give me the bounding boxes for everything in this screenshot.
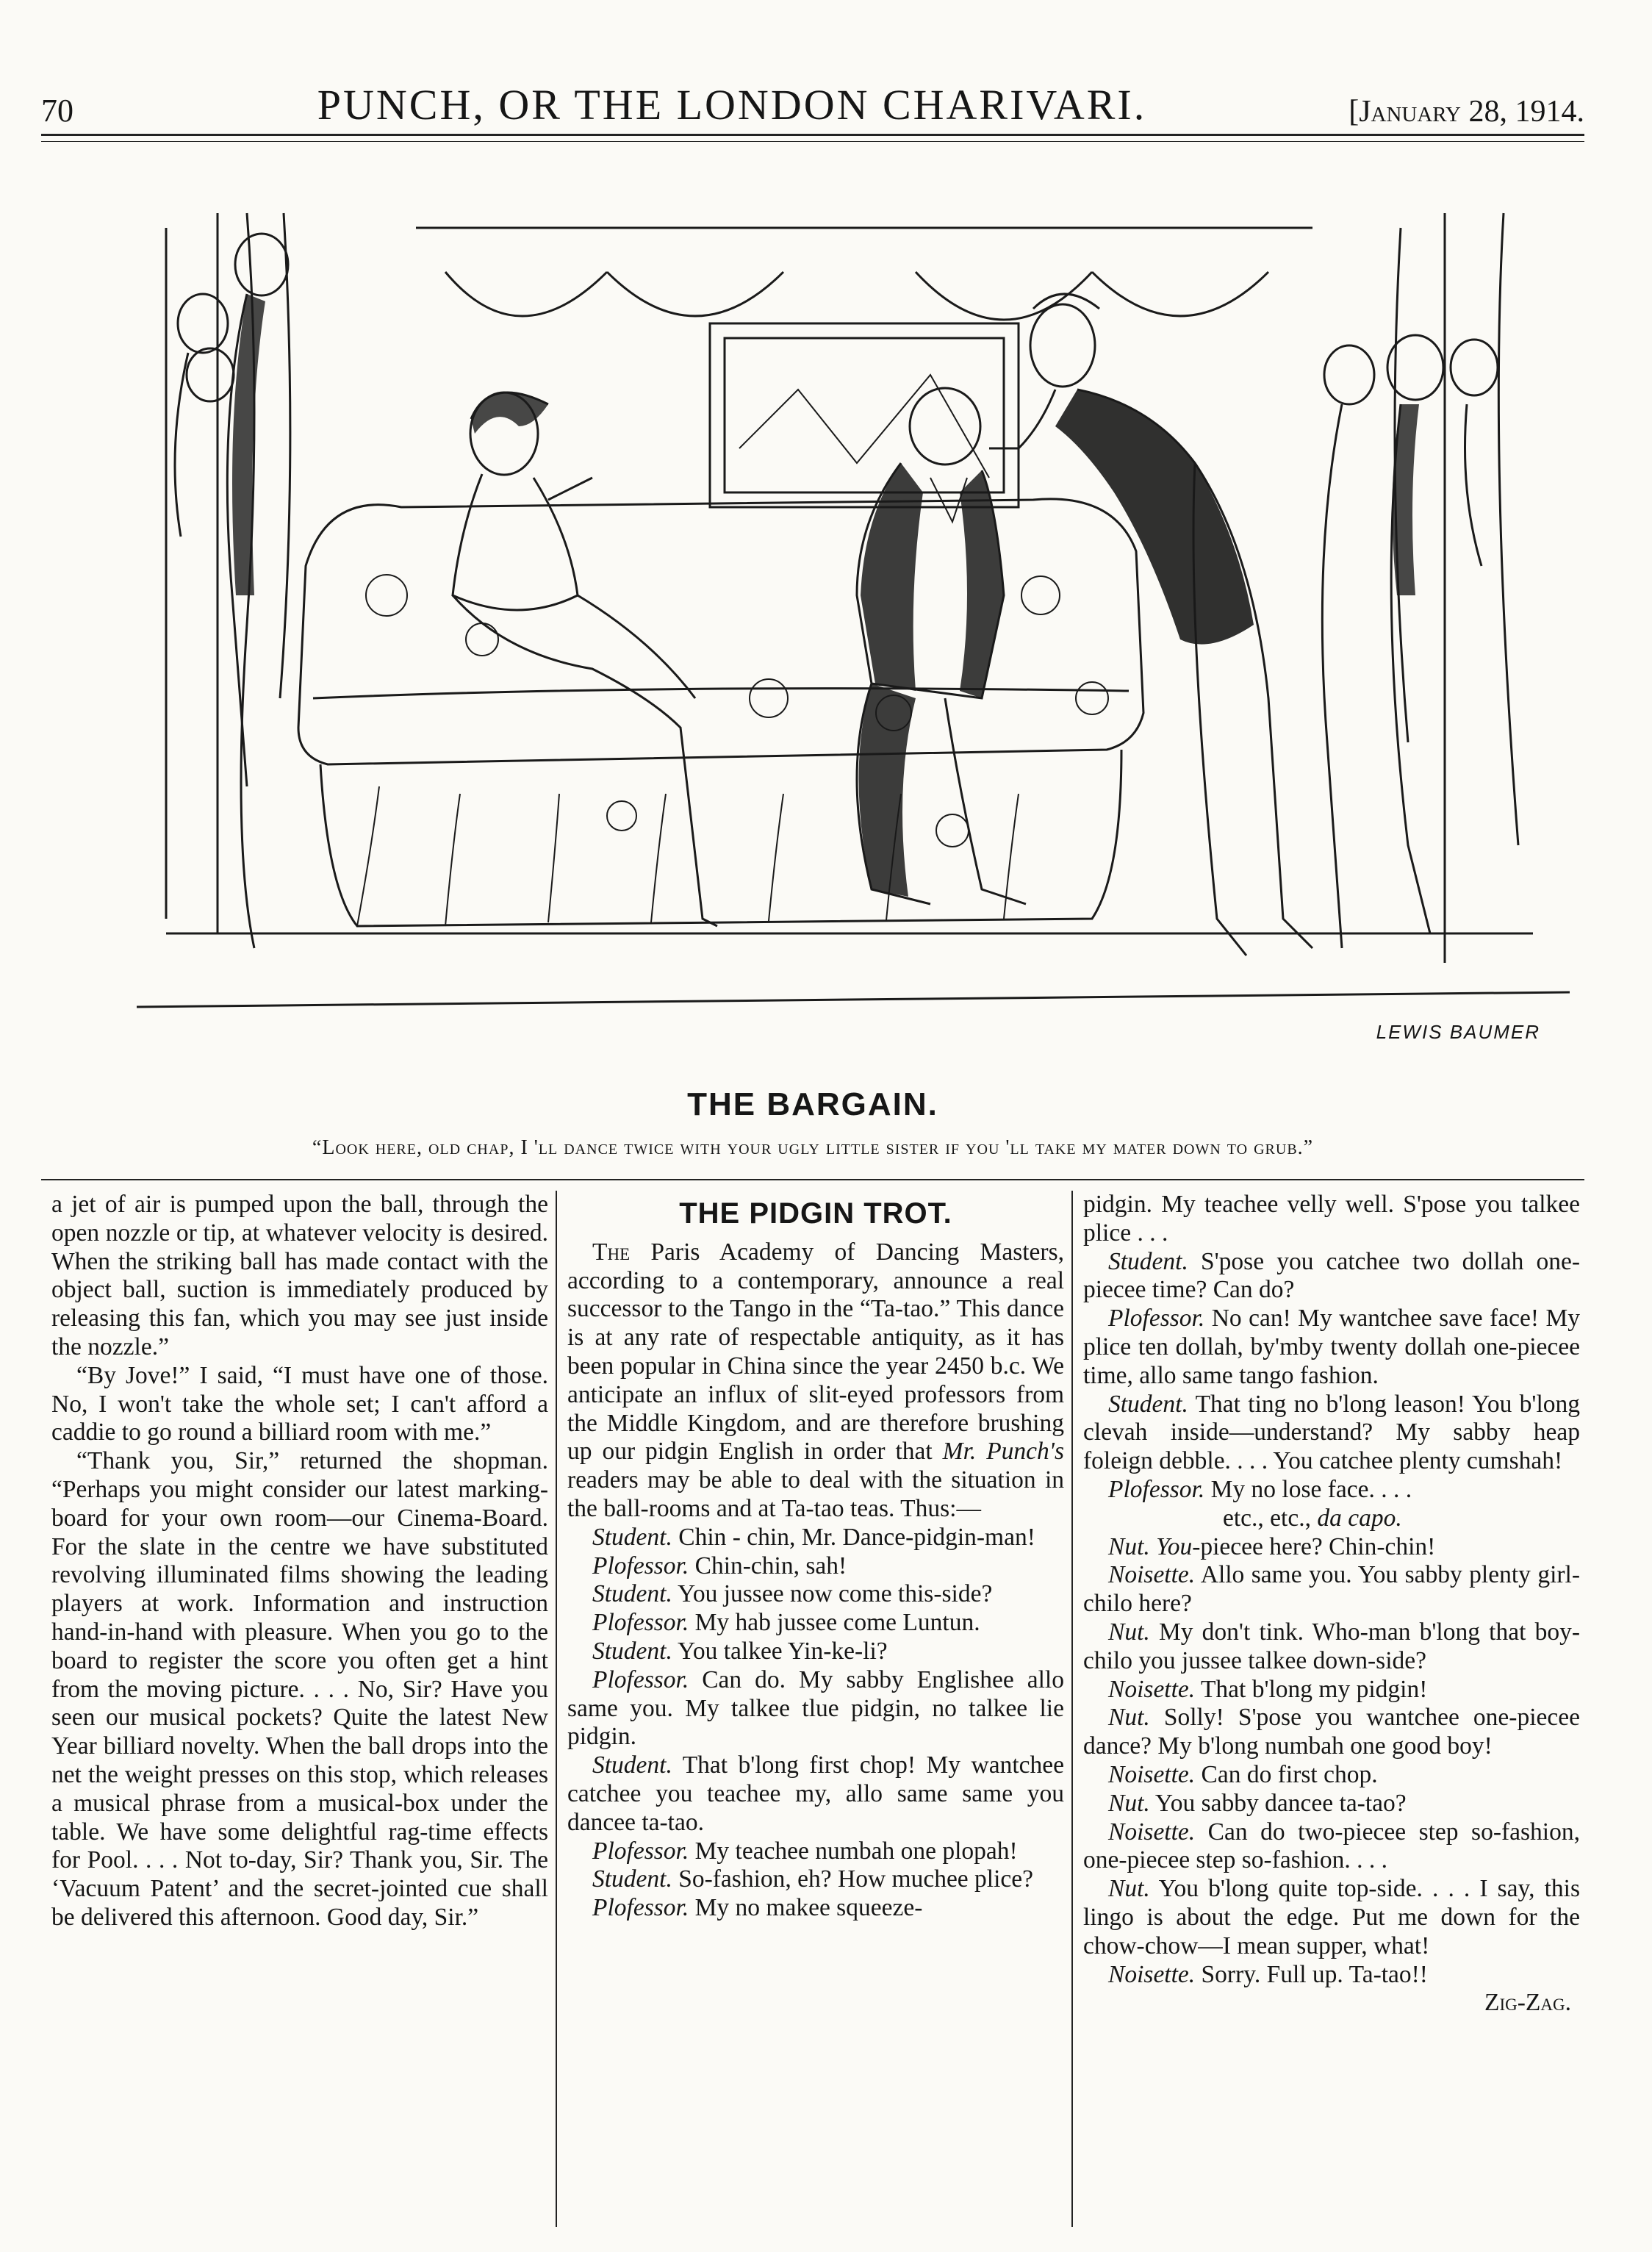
- article-columns: [41, 1191, 1584, 2227]
- column-divider: [556, 1191, 557, 2227]
- speaker: Plofessor.: [1108, 1305, 1205, 1333]
- speech: S'pose you catchee two dollah one-piecee time? Can do?: [1083, 1247, 1580, 1304]
- dialogue-line: [1083, 1561, 1580, 1618]
- speaker: Plofessor.: [1108, 1475, 1205, 1503]
- dialogue-line: [1083, 1676, 1580, 1704]
- header-rule-thin: [41, 141, 1584, 142]
- speech: No can! My wantchee save face! My plice ten dollah, by'mby twenty dollah one-piecee time, allo same tango fashion.: [1083, 1305, 1580, 1389]
- dialogue-line: [1083, 1533, 1580, 1562]
- speech: Can do two-piecee step so-fashion, one-piecee step so-fashion. . . .: [1083, 1818, 1580, 1874]
- speech: -piecee here? Chin-chin!: [1192, 1532, 1436, 1560]
- speech: My no makee squeeze-: [689, 1894, 923, 1922]
- dialogue-line: [1083, 1818, 1580, 1876]
- page-number: 70: [41, 93, 73, 129]
- newspaper-page: [41, 44, 1584, 2234]
- speech: My hab jussee come Luntun.: [689, 1609, 980, 1637]
- speech: Allo same you. You sabby plenty girl-chilo here?: [1083, 1561, 1580, 1618]
- speaker: Plofessor.: [592, 1894, 689, 1922]
- speaker: Plofessor.: [592, 1609, 689, 1637]
- speech: Sorry. Full up. Ta-tao!!: [1195, 1960, 1428, 1988]
- speech: Can do. My sabby Englishee allo same you. My talkee tlue pidgin, no talkee lie pidgin.: [567, 1665, 1064, 1751]
- column-3: [1083, 1191, 1580, 2227]
- dialogue-line: [567, 1894, 1064, 1923]
- dialogue-line: [567, 1865, 1064, 1894]
- intro-italic: Mr. Punch's: [942, 1438, 1064, 1466]
- dialogue-line: [567, 1524, 1064, 1552]
- speaker: Student.: [592, 1865, 672, 1893]
- speech: That ting no b'long leason! You b'long clevah inside—understand? My sabby heap foleign debble. . . . You catchee plenty cumshah!: [1083, 1390, 1580, 1475]
- dialogue-line: [1083, 1305, 1580, 1390]
- speaker: Plofessor.: [592, 1665, 689, 1693]
- dialogue-line: [1083, 1618, 1580, 1676]
- issue-date: [January 28, 1914.: [1348, 95, 1584, 129]
- drop-word: The: [592, 1238, 631, 1266]
- column-1: [51, 1191, 548, 2227]
- emphasis: You: [1156, 1532, 1193, 1560]
- speaker: Plofessor.: [592, 1837, 689, 1865]
- paragraph: a jet of air is pumped upon the ball, through the open nozzle or tip, at whatever velocity is desired. When the striking ball has made contact with the object ball, suction is immediately produced by releasing this fan, which you may see just inside the nozzle.”: [51, 1191, 548, 1360]
- intro-text: Paris Academy of Dancing Masters, according to a contemporary, announce a real successor to the Tango in the “Ta-tao.” This dance is at any rate of respectable antiquity, as it has been popular in China since the year 2450 b.c. We anticipate an influx of slit-eyed professors from the Middle Kingdom, and are therefore brushing up our pidgin English in order that: [567, 1238, 1064, 1466]
- artist-signature: LEWIS BAUMER: [1376, 1021, 1540, 1043]
- intro-paragraph: [567, 1238, 1064, 1524]
- paragraph: pidgin. My teachee velly well. S'pose you talkee plice . . .: [1083, 1191, 1580, 1247]
- speech: You talkee Yin-ke-li?: [672, 1637, 888, 1665]
- speaker: Student.: [592, 1523, 672, 1551]
- dialogue-line: [1083, 1476, 1580, 1505]
- dialogue-line: [567, 1837, 1064, 1866]
- speaker: Nut.: [1108, 1618, 1150, 1646]
- speaker: Plofessor.: [592, 1552, 689, 1579]
- dialogue-line: [1083, 1790, 1580, 1818]
- speaker: Nut.: [1108, 1875, 1150, 1903]
- speech: My no lose face. . . .: [1204, 1475, 1412, 1503]
- speaker: Student.: [592, 1580, 672, 1608]
- etc-text: etc., etc.,: [1223, 1504, 1318, 1532]
- intro-end: readers may be able to deal with the situation in the ball-rooms and at Ta-tao teas. Thus:—: [567, 1466, 1064, 1522]
- speaker: Noisette.: [1108, 1760, 1196, 1788]
- dialogue-line: [1083, 1761, 1580, 1790]
- speaker: Nut.: [1108, 1789, 1150, 1817]
- speech: Chin - chin, Mr. Dance-pidgin-man!: [672, 1523, 1035, 1551]
- speech: Can do first chop.: [1195, 1760, 1378, 1788]
- cartoon-illustration: [137, 184, 1570, 1073]
- dialogue-line: [567, 1638, 1064, 1666]
- speech: You sabby dancee ta-tao?: [1149, 1789, 1407, 1817]
- column-divider: [1071, 1191, 1073, 2227]
- column-2: [567, 1191, 1064, 2227]
- header-rule: [41, 134, 1584, 136]
- speech: That b'long my pidgin!: [1195, 1675, 1428, 1703]
- dialogue-line: [567, 1609, 1064, 1638]
- dialogue-line: [567, 1666, 1064, 1751]
- masthead: PUNCH, OR THE LONDON CHARIVARI.: [317, 81, 1147, 129]
- section-rule: [41, 1179, 1584, 1180]
- author-signature: Zig-Zag.: [1484, 1989, 1571, 2017]
- speaker: Student.: [592, 1751, 672, 1779]
- speech: You b'long quite top-side. . . . I say, this lingo is about the edge. Put me down for the chow-chow—I mean supper, what!: [1083, 1875, 1580, 1959]
- cartoon-drawing: [137, 184, 1570, 1073]
- cartoon-title: THE BARGAIN.: [687, 1086, 938, 1122]
- speech: Chin-chin, sah!: [689, 1552, 847, 1579]
- dialogue-line: [1083, 1961, 1580, 1990]
- speaker: Student.: [1108, 1247, 1188, 1275]
- dialogue-line: [1083, 1248, 1580, 1305]
- etc-line: [1083, 1505, 1580, 1533]
- speech: My don't tink. Who-man b'long that boy-chilo you jussee talkee down-side?: [1083, 1618, 1580, 1674]
- dialogue-line: [1083, 1391, 1580, 1476]
- dialogue-line: [1083, 1875, 1580, 1960]
- paragraph: “Thank you, Sir,” returned the shopman. “Perhaps you might consider our latest marking-board for your own room—our Cinema-Board. For the slate in the centre we have substituted revolving illuminated films showing the leading players at work. Information and instruction hand-in-hand with pleasure. When you go to the board to register the score you often get a hint from the moving picture. . . . No, Sir? Have you seen our musical pockets? Quite the latest New Year billiard novelty. When the ball drops into the net the weight presses on this stop, which releases a musical phrase from a musical-box under the table. We have some delightful rag-time effects for Pool. . . . Not to-day, Sir? Thank you, Sir. The ‘Vacuum Patent’ and the secret-jointed cue shall be delivered this afternoon. Good day, Sir.”: [51, 1447, 548, 1931]
- cartoon-caption: “Look here, old chap, I 'll dance twice with your ugly little sister if you 'll take my mater down to grub.”: [312, 1136, 1314, 1159]
- dialogue-line: [567, 1552, 1064, 1581]
- speaker: Nut.: [1108, 1532, 1150, 1560]
- speaker: Noisette.: [1108, 1561, 1196, 1589]
- dialogue-line: [1083, 1704, 1580, 1761]
- speech: Solly! S'pose you wantchee one-piecee dance? My b'long numbah one good boy!: [1083, 1704, 1580, 1760]
- etc-italic: da capo.: [1317, 1504, 1402, 1532]
- dialogue-line: [567, 1751, 1064, 1837]
- speaker: Student.: [592, 1637, 672, 1665]
- speaker: Nut.: [1108, 1704, 1150, 1732]
- speaker: Noisette.: [1108, 1818, 1196, 1846]
- speaker: Noisette.: [1108, 1675, 1196, 1703]
- paragraph: “By Jove!” I said, “I must have one of those. No, I won't take the whole set; I can't afford a caddie to go round a billiard room with me.”: [51, 1361, 548, 1446]
- speech: My teachee numbah one plopah!: [689, 1837, 1018, 1865]
- speech: So-fashion, eh? How muchee plice?: [672, 1865, 1034, 1893]
- speech: You jussee now come this-side?: [672, 1580, 993, 1608]
- dialogue-line: [567, 1580, 1064, 1609]
- page-header: [41, 59, 1584, 129]
- speaker: Noisette.: [1108, 1960, 1196, 1988]
- article-title: THE PIDGIN TROT.: [679, 1197, 952, 1230]
- speech: That b'long first chop! My wantchee catchee you teachee my, allo same same you dancee ta-tao.: [567, 1751, 1064, 1836]
- speaker: Student.: [1108, 1390, 1188, 1418]
